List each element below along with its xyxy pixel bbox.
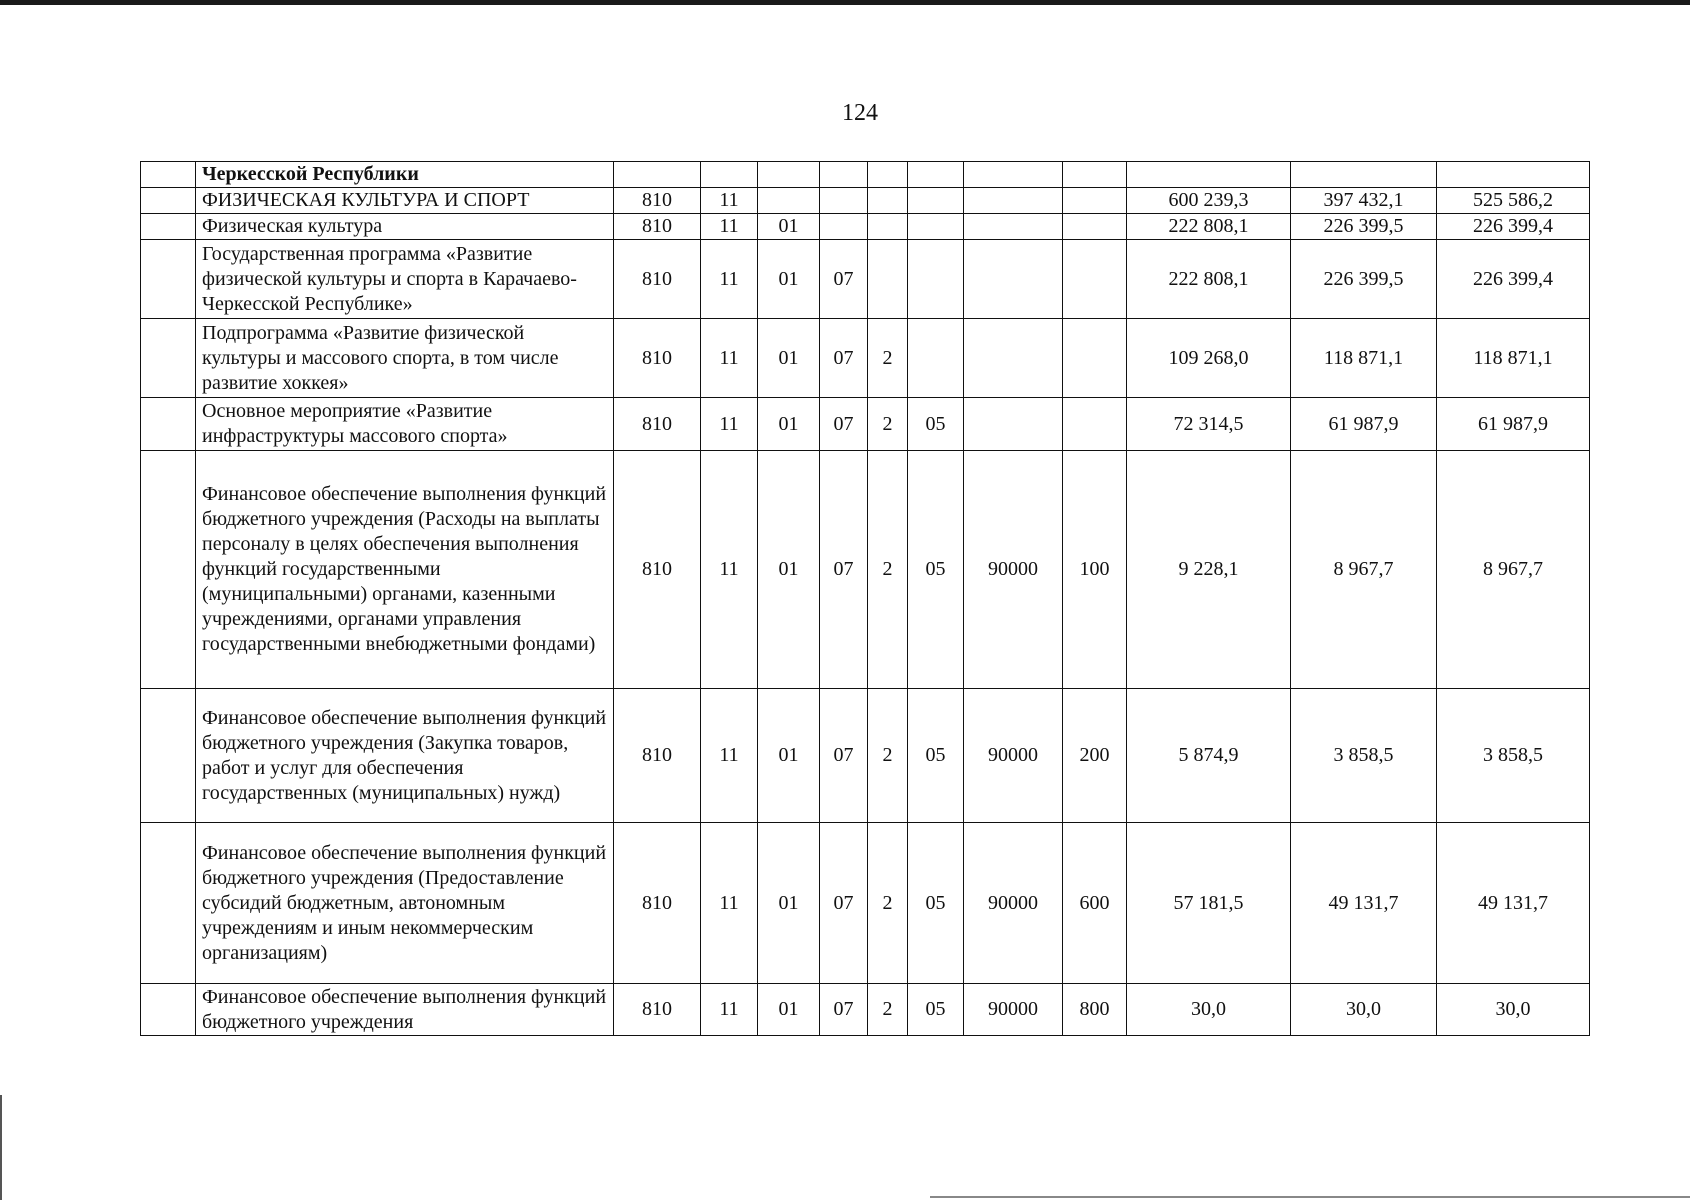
row-name: Физическая культура	[196, 214, 614, 240]
code-program	[820, 188, 868, 214]
row-marker-cell	[141, 823, 196, 984]
row-name: ФИЗИЧЕСКАЯ КУЛЬТУРА И СПОРТ	[196, 188, 614, 214]
row-marker-cell	[141, 162, 196, 188]
row-name: Черкесской Республики	[196, 162, 614, 188]
amount-year-2: 30,0	[1291, 984, 1437, 1036]
code-ministry: 810	[614, 398, 701, 451]
code-expense-type: 100	[1063, 451, 1127, 689]
amount-year-1: 72 314,5	[1127, 398, 1291, 451]
code-activity	[908, 214, 964, 240]
code-expense-type	[1063, 398, 1127, 451]
table-row	[141, 214, 1590, 240]
code-expense-type: 800	[1063, 984, 1127, 1036]
row-name: Финансовое обеспечение выполнения функций бюджетного учреждения (Расходы на выплаты персоналу в целях обеспечения выполнения функций государственными (муниципальными) органами, казенными учреждениями, органами управления государственными внебюджетными фондами)	[196, 451, 614, 689]
code-ministry: 810	[614, 823, 701, 984]
table-row	[141, 398, 1590, 451]
row-name: Основное мероприятие «Развитие инфраструктуры массового спорта»	[196, 398, 614, 451]
amount-year-3: 61 987,9	[1437, 398, 1590, 451]
code-direction	[964, 188, 1063, 214]
code-program: 07	[820, 689, 868, 823]
code-subsection	[758, 162, 820, 188]
amount-year-2: 118 871,1	[1291, 319, 1437, 398]
code-subprogram: 2	[868, 398, 908, 451]
code-subprogram: 2	[868, 319, 908, 398]
row-marker-cell	[141, 451, 196, 689]
table-row	[141, 689, 1590, 823]
code-section: 11	[701, 240, 758, 319]
amount-year-3: 226 399,4	[1437, 214, 1590, 240]
row-marker-cell	[141, 240, 196, 319]
code-expense-type: 200	[1063, 689, 1127, 823]
row-name: Финансовое обеспечение выполнения функций бюджетного учреждения (Закупка товаров, работ и услуг для обеспечения государственных (муниципальных) нужд)	[196, 689, 614, 823]
code-subprogram: 2	[868, 984, 908, 1036]
code-program: 07	[820, 319, 868, 398]
code-section: 11	[701, 689, 758, 823]
code-ministry: 810	[614, 689, 701, 823]
code-subprogram: 2	[868, 823, 908, 984]
scan-border-top	[0, 0, 1690, 5]
amount-year-1	[1127, 162, 1291, 188]
code-ministry: 810	[614, 451, 701, 689]
code-subsection: 01	[758, 689, 820, 823]
amount-year-3: 118 871,1	[1437, 319, 1590, 398]
code-section: 11	[701, 188, 758, 214]
code-section: 11	[701, 984, 758, 1036]
amount-year-3: 226 399,4	[1437, 240, 1590, 319]
amount-year-3: 8 967,7	[1437, 451, 1590, 689]
code-activity	[908, 319, 964, 398]
code-direction: 90000	[964, 689, 1063, 823]
code-expense-type	[1063, 162, 1127, 188]
code-subprogram	[868, 188, 908, 214]
code-activity: 05	[908, 689, 964, 823]
code-expense-type: 600	[1063, 823, 1127, 984]
code-subsection: 01	[758, 319, 820, 398]
code-activity: 05	[908, 823, 964, 984]
code-program: 07	[820, 398, 868, 451]
amount-year-2: 3 858,5	[1291, 689, 1437, 823]
code-expense-type	[1063, 214, 1127, 240]
amount-year-1: 57 181,5	[1127, 823, 1291, 984]
amount-year-3: 49 131,7	[1437, 823, 1590, 984]
code-direction	[964, 240, 1063, 319]
code-expense-type	[1063, 188, 1127, 214]
row-name: Финансовое обеспечение выполнения функций бюджетного учреждения	[196, 984, 614, 1036]
table-row	[141, 984, 1590, 1036]
code-direction	[964, 214, 1063, 240]
code-program: 07	[820, 823, 868, 984]
row-name: Подпрограмма «Развитие физической культуры и массового спорта, в том числе развитие хоккея»	[196, 319, 614, 398]
budget-table	[140, 161, 1590, 1036]
row-name: Финансовое обеспечение выполнения функций бюджетного учреждения (Предоставление субсидий бюджетным, автономным учреждениям и иным некоммерческим организациям)	[196, 823, 614, 984]
code-subsection: 01	[758, 451, 820, 689]
code-expense-type	[1063, 319, 1127, 398]
code-direction: 90000	[964, 984, 1063, 1036]
code-section: 11	[701, 823, 758, 984]
code-activity	[908, 188, 964, 214]
code-subsection: 01	[758, 823, 820, 984]
code-section: 11	[701, 398, 758, 451]
amount-year-2: 8 967,7	[1291, 451, 1437, 689]
budget-table-body	[141, 162, 1590, 1036]
code-direction: 90000	[964, 823, 1063, 984]
code-activity	[908, 162, 964, 188]
scan-border-bottom	[930, 1196, 1690, 1198]
scan-border-left	[0, 1095, 2, 1200]
table-row	[141, 240, 1590, 319]
amount-year-2: 226 399,5	[1291, 240, 1437, 319]
code-section: 11	[701, 319, 758, 398]
row-marker-cell	[141, 319, 196, 398]
amount-year-1: 109 268,0	[1127, 319, 1291, 398]
code-ministry: 810	[614, 214, 701, 240]
code-activity: 05	[908, 451, 964, 689]
code-subsection	[758, 188, 820, 214]
row-marker-cell	[141, 398, 196, 451]
code-program	[820, 214, 868, 240]
table-row	[141, 319, 1590, 398]
code-program: 07	[820, 240, 868, 319]
code-section: 11	[701, 214, 758, 240]
amount-year-1: 30,0	[1127, 984, 1291, 1036]
code-activity	[908, 240, 964, 319]
code-subsection: 01	[758, 984, 820, 1036]
code-subsection: 01	[758, 214, 820, 240]
code-activity: 05	[908, 398, 964, 451]
code-direction	[964, 162, 1063, 188]
code-subprogram	[868, 214, 908, 240]
amount-year-2	[1291, 162, 1437, 188]
row-marker-cell	[141, 689, 196, 823]
amount-year-1: 222 808,1	[1127, 240, 1291, 319]
page-number: 124	[842, 100, 878, 126]
amount-year-3: 3 858,5	[1437, 689, 1590, 823]
code-subprogram: 2	[868, 689, 908, 823]
amount-year-2: 61 987,9	[1291, 398, 1437, 451]
code-section	[701, 162, 758, 188]
amount-year-3: 30,0	[1437, 984, 1590, 1036]
table-row	[141, 188, 1590, 214]
row-name: Государственная программа «Развитие физической культуры и спорта в Карачаево-Черкесской Республике»	[196, 240, 614, 319]
code-subprogram	[868, 162, 908, 188]
code-direction: 90000	[964, 451, 1063, 689]
amount-year-2: 49 131,7	[1291, 823, 1437, 984]
table-row	[141, 162, 1590, 188]
code-program: 07	[820, 984, 868, 1036]
code-expense-type	[1063, 240, 1127, 319]
code-subprogram	[868, 240, 908, 319]
row-marker-cell	[141, 188, 196, 214]
code-section: 11	[701, 451, 758, 689]
code-subprogram: 2	[868, 451, 908, 689]
code-direction	[964, 319, 1063, 398]
code-ministry: 810	[614, 240, 701, 319]
table-row	[141, 823, 1590, 984]
amount-year-1: 600 239,3	[1127, 188, 1291, 214]
code-program	[820, 162, 868, 188]
code-subsection: 01	[758, 398, 820, 451]
table-row	[141, 451, 1590, 689]
code-activity: 05	[908, 984, 964, 1036]
code-ministry	[614, 162, 701, 188]
amount-year-2: 226 399,5	[1291, 214, 1437, 240]
code-ministry: 810	[614, 319, 701, 398]
amount-year-1: 9 228,1	[1127, 451, 1291, 689]
code-ministry: 810	[614, 188, 701, 214]
amount-year-3	[1437, 162, 1590, 188]
code-program: 07	[820, 451, 868, 689]
code-direction	[964, 398, 1063, 451]
amount-year-2: 397 432,1	[1291, 188, 1437, 214]
row-marker-cell	[141, 214, 196, 240]
code-subsection: 01	[758, 240, 820, 319]
amount-year-1: 222 808,1	[1127, 214, 1291, 240]
amount-year-3: 525 586,2	[1437, 188, 1590, 214]
amount-year-1: 5 874,9	[1127, 689, 1291, 823]
code-ministry: 810	[614, 984, 701, 1036]
row-marker-cell	[141, 984, 196, 1036]
